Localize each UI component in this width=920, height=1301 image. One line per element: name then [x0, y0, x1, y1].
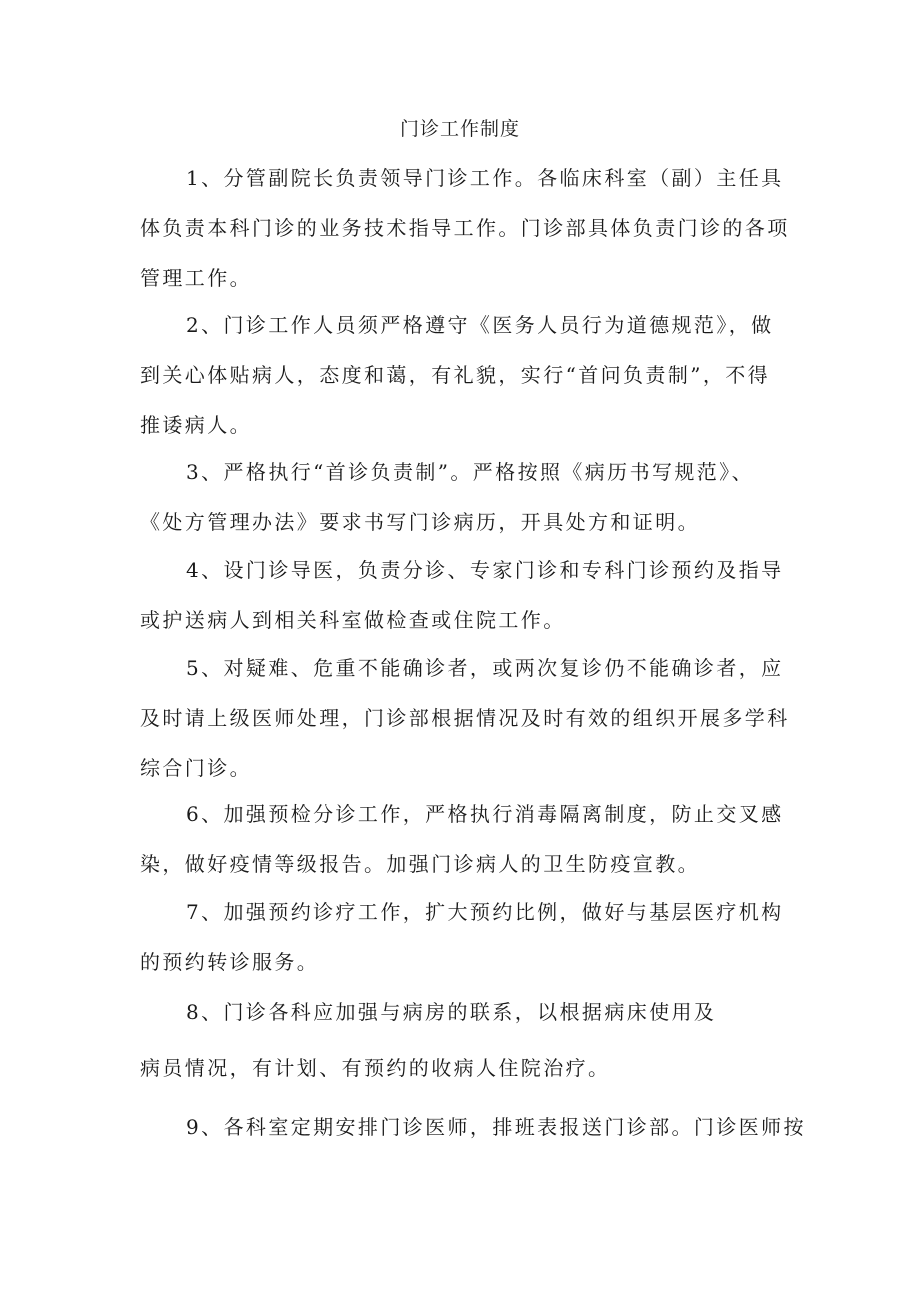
paragraph-line: 的预约转诊服务。: [140, 950, 320, 974]
paragraph-line: 1、分管副院长负责领导门诊工作。各临床科室（副）主任具: [186, 166, 784, 190]
paragraph-6: [140, 789, 784, 889]
paragraph-line: 《处方管理办法》要求书写门诊病历，开具处方和证明。: [140, 510, 700, 534]
paragraph-line: 5、对疑难、危重不能确诊者，或两次复诊仍不能确诊者，应: [186, 656, 784, 680]
paragraph-7: [140, 887, 784, 987]
paragraph-line: 及时请上级医师处理，门诊部根据情况及时有效的组织开展多学科: [140, 706, 790, 730]
paragraph-line: 9、各科室定期安排门诊医师，排班表报送门诊部。门诊医师按: [186, 1115, 806, 1139]
paragraph-5: [140, 643, 790, 793]
paragraph-line: 4、设门诊导医，负责分诊、专家门诊和专科门诊预约及指导: [186, 558, 784, 582]
paragraph-8: [140, 987, 780, 1093]
paragraph-line: 推诿病人。: [140, 413, 252, 437]
paragraph-line: 病员情况，有计划、有预约的收病人住院治疗。: [140, 1056, 611, 1080]
paragraph-line: 6、加强预检分诊工作，严格执行消毒隔离制度，防止交叉感: [186, 802, 784, 826]
paragraph-4: [140, 545, 784, 645]
paragraph-line: 2、门诊工作人员须严格遵守《医务人员行为道德规范》，做: [186, 313, 774, 337]
paragraph-9: [140, 1102, 806, 1152]
paragraph-1: [140, 153, 790, 303]
paragraph-3: [140, 447, 780, 547]
paragraph-line: 染，做好疫情等级报告。加强门诊病人的卫生防疫宣教。: [140, 852, 700, 876]
paragraph-line: 或护送病人到相关科室做检查或住院工作。: [140, 608, 566, 632]
paragraph-2: [140, 300, 780, 450]
paragraph-line: 管理工作。: [140, 266, 252, 290]
paragraph-line: 到关心体贴病人，态度和蔼，有礼貌，实行“首问负责制”，不得: [140, 363, 771, 387]
paragraph-line: 7、加强预约诊疗工作，扩大预约比例，做好与基层医疗机构: [186, 900, 784, 924]
paragraph-line: 综合门诊。: [140, 756, 252, 780]
page-title: 门诊工作制度: [399, 118, 520, 140]
paragraph-line: 8、门诊各科应加强与病房的联系，以根据病床使用及: [186, 1000, 717, 1024]
paragraph-line: 体负责本科门诊的业务技术指导工作。门诊部具体负责门诊的各项: [140, 216, 790, 240]
paragraph-line: 3、严格执行“首诊负责制”。严格按照《病历书写规范》、: [186, 460, 754, 484]
